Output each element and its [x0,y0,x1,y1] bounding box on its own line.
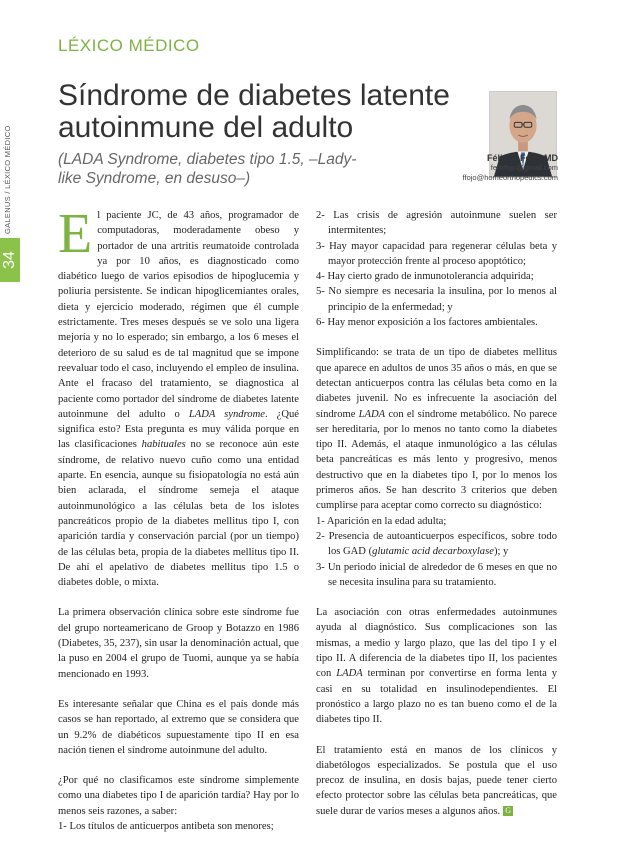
list-item: 6- Hay menor exposición a los factores ambientales. [316,317,538,329]
treatment-paragraph: El tratamiento está en manos de los clínicos y diabetólogos especializados. Se postula que el uso precoz de insulina, en dosis bajas, puede tener cierto efecto protector sobre las células beta pancreáticas, que suele durar de varios meses a algunos años. G [316,744,557,817]
section-label: LÉXICO MÉDICO [58,36,200,55]
list-item: 2- Presencia de autoanticuerpos específicos, sobre todo los GAD (glutamic acid decarboxylase); y [316,530,557,558]
question-paragraph: ¿Por qué no clasificamos este síndrome simplemente como una diabetes tipo I de aparición tardía? Hay por lo menos seis razones, a saber: [58,775,299,817]
reasons-list [316,208,557,330]
china-paragraph: Es interesante señalar que China es el país donde más casos se han reportado, al extremo que se considera que un 9.2% de diabéticos supuestamente tipo II en esa nación tienen el síndrome autoinmune del adulto. [58,698,299,756]
author-email-secondary[interactable]: ffojo@homeorthopedics.com [462,173,558,182]
right-column [316,208,557,834]
page-number: 34 [0,251,18,269]
author-name: Félix J. Fojo, MD [486,153,558,163]
list-item: 4- Hay cierto grado de inmunotolerancia adquirida; [316,271,534,283]
history-paragraph: La primera observación clínica sobre este síndrome fue del grupo norteamericano de Groop y Botazzo en 1986 (Diabetes, 35, 237), sin usar la denominación actual, que la puso en 2004 el grupo de Tuomi, aunque ya se había mencionado en 1993. [58,607,299,680]
article-subtitle: (LADA Syndrome, diabetes tipo 1.5, –Lady-like Syndrome, en desuso–) [58,151,357,187]
author-email[interactable]: felixfojo@gmail.com [490,163,558,172]
list-item: 1- Los títulos de anticuerpos antibeta son menores; [58,820,274,832]
drop-cap: E [58,203,93,265]
list-item: 3- Un periodo inicial de alrededor de 6 meses en que no se necesita insulina para su tratamiento. [316,561,557,588]
list-item: 5- No siempre es necesaria la insulina, por lo menos al principio de la enfermedad; y [316,286,557,313]
reasons-list-start [58,819,299,834]
criteria-list [316,514,557,590]
end-mark-icon: G [503,806,513,816]
left-column [58,203,299,849]
intro-paragraph: El paciente JC, de 43 años, programador de computadoras, moderadamente obeso y portador de una artritis reumatoide controlada ya por 10 años, es diagnosticado como diabético luego de varios episodios de hipoglucemia y poliuria persistente. Se indican hipoglicemiantes orales, dieta y ejercicio moderado, régimen que él cumple estrictamente. Tres meses después se ve solo una ligera mejoría y no lo esperado; sin embargo, a los 6 meses el deterioro de su salud es de tal magnitud que se impone reevaluar todo el caso, incluyendo el empleo de insulina. Ante el fracaso del tratamiento, se diagnostica al paciente como portador del síndrome de diabetes latente autoinmune del adulto o LADA syndrome. ¿Qué significa esto? Esta pregunta es muy válida porque en las clasificaciones habituales no se reconoce aún este síndrome, de relativo nuevo cuño como una entidad aparte. En esencia, aunque su fisiopatología no está aún bien aclarada, el síndrome semeja el ataque autoinmunológico a las células beta de los islotes pancreáticos propio de la diabetes mellitus tipo I, con aparición tardía y conservación parcial (por un tiempo) de las células beta, propia de la diabetes mellitus tipo II. De ahí el apelativo de diabetes mellitus tipo 1.5 o diabetes doble, o mixta. [58,203,299,589]
list-item: 2- Las crisis de agresión autoinmune suelen ser intermitentes; [316,210,557,237]
running-head: GALENUS / LÉXICO MÉDICO [3,125,12,234]
author-block [388,153,558,183]
list-item: 1- Aparición en la edad adulta; [316,515,447,527]
summary-paragraph: Simplificando: se trata de un tipo de diabetes mellitus que aparece en adultos de unos 35 años o más, en que se detectan anticuerpos contra las células beta como en la diabetes juvenil. No es infrecuente la asociación del síndrome LADA con el síndrome metabólico. No parece ser hereditaria, por lo menos no tanto como la diabetes tipo II. Además, el ataque inmunológico a las células beta pancreáticas es más lento y progresivo, menos destructivo que en la diabetes tipo I, por lo menos los primeros años. Se han descrito 3 criterios que deben cumplirse para aceptar como correcto su diagnóstico: [316,347,557,512]
association-paragraph: La asociación con otras enfermedades autoinmunes ayuda al diagnóstico. Sus complicaciones son las mismas, a medio y largo plazo, que las del tipo I y el tipo II. A diferencia de la diabetes tipo II, los pacientes con LADA terminan por convertirse en forma lenta y casi en su totalidad en insulinodependientes. El pronóstico a largo plazo no es tan bueno como el de la diabetes tipo II. [316,607,557,726]
article-title: Síndrome de diabetes latente autoinmune del adulto [58,79,450,144]
list-item: 3- Hay mayor capacidad para regenerar células beta y mayor protección frente al proceso apoptótico; [316,240,557,267]
